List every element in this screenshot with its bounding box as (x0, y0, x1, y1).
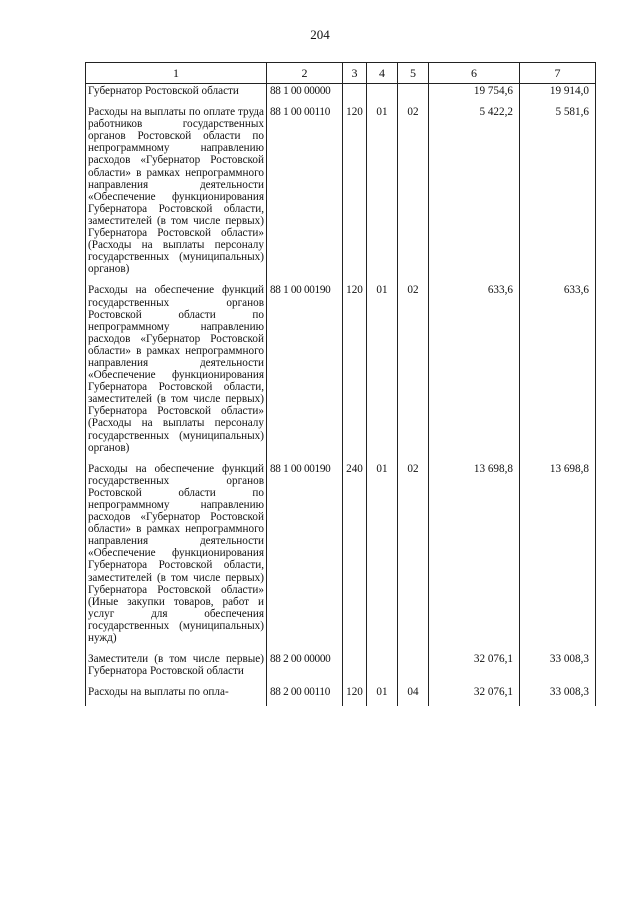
row-name: Губернатор Ростовской области (86, 84, 267, 106)
row-value-7: 13 698,8 (520, 462, 596, 652)
row-code: 88 1 00 00190 (267, 462, 343, 652)
table-row (86, 462, 596, 652)
row-col-5: 02 (398, 283, 429, 461)
row-code: 88 2 00 00000 (267, 652, 343, 685)
header-col-7: 7 (520, 63, 596, 84)
row-value-7: 33 008,3 (520, 652, 596, 685)
row-col-3 (343, 84, 367, 106)
row-col-4: 01 (367, 462, 398, 652)
row-value-6: 633,6 (429, 283, 520, 461)
row-name: Расходы на обеспечение функций государственных органов Ростовской области по непрограммному направлению расходов «Губернатор Ростовской области» в рамках непрограммного направления деятельности «Обеспечение функционирования Губернатора Ростовской области, заместителей (в том числе первых) Губернатора Ростовской области» (Иные закупки товаров, работ и услуг для обеспечения государственных (муниципальных) нужд) (86, 462, 267, 652)
table-row (86, 105, 596, 283)
row-name: Расходы на выплаты по оплате труда работников государственных органов Ростовской области по непрограммному направлению расходов «Губернатор Ростовской области» в рамках непрограммного направления деятельности «Обеспечение функционирования Губернатора Ростовской области, заместителей (в том числе первых) Губернатора Ростовской области» (Расходы на выплаты персоналу государственных (муниципальных) органов) (86, 105, 267, 283)
row-col-5 (398, 652, 429, 685)
page-number: 204 (310, 27, 330, 42)
row-col-3 (343, 652, 367, 685)
row-col-5 (398, 84, 429, 106)
row-value-6: 19 754,6 (429, 84, 520, 106)
row-code: 88 2 00 00110 (267, 685, 343, 706)
row-col-3: 120 (343, 105, 367, 283)
table-row (86, 685, 596, 706)
header-col-4: 4 (367, 63, 398, 84)
row-name: Расходы на выплаты по опла- (86, 685, 267, 706)
row-col-3: 120 (343, 283, 367, 461)
row-value-6: 32 076,1 (429, 652, 520, 685)
row-name: Расходы на обеспечение функций государственных органов Ростовской области по непрограммному направлению расходов «Губернатор Ростовской области» в рамках непрограммного направления деятельности «Обеспечение функционирования Губернатора Ростовской области, заместителей (в том числе первых) Губернатора Ростовской области» (Расходы на выплаты персоналу государственных (муниципальных) органов) (86, 283, 267, 461)
table-row (86, 652, 596, 685)
row-value-7: 19 914,0 (520, 84, 596, 106)
row-col-3: 240 (343, 462, 367, 652)
row-col-4: 01 (367, 105, 398, 283)
row-col-5: 04 (398, 685, 429, 706)
header-col-1: 1 (86, 63, 267, 84)
header-col-5: 5 (398, 63, 429, 84)
row-value-7: 5 581,6 (520, 105, 596, 283)
row-col-4 (367, 652, 398, 685)
row-value-6: 13 698,8 (429, 462, 520, 652)
row-col-5: 02 (398, 105, 429, 283)
row-value-7: 33 008,3 (520, 685, 596, 706)
table-row (86, 283, 596, 461)
header-col-2: 2 (267, 63, 343, 84)
table-row (86, 84, 596, 106)
header-col-6: 6 (429, 63, 520, 84)
row-code: 88 1 00 00190 (267, 283, 343, 461)
row-value-7: 633,6 (520, 283, 596, 461)
row-value-6: 5 422,2 (429, 105, 520, 283)
row-col-4: 01 (367, 283, 398, 461)
row-name: Заместители (в том числе первые) Губернатора Ростовской области (86, 652, 267, 685)
row-col-3: 120 (343, 685, 367, 706)
row-col-4: 01 (367, 685, 398, 706)
row-code: 88 1 00 00110 (267, 105, 343, 283)
budget-table (85, 62, 596, 706)
row-value-6: 32 076,1 (429, 685, 520, 706)
header-col-3: 3 (343, 63, 367, 84)
row-col-5: 02 (398, 462, 429, 652)
row-col-4 (367, 84, 398, 106)
row-code: 88 1 00 00000 (267, 84, 343, 106)
header-row (86, 63, 596, 84)
